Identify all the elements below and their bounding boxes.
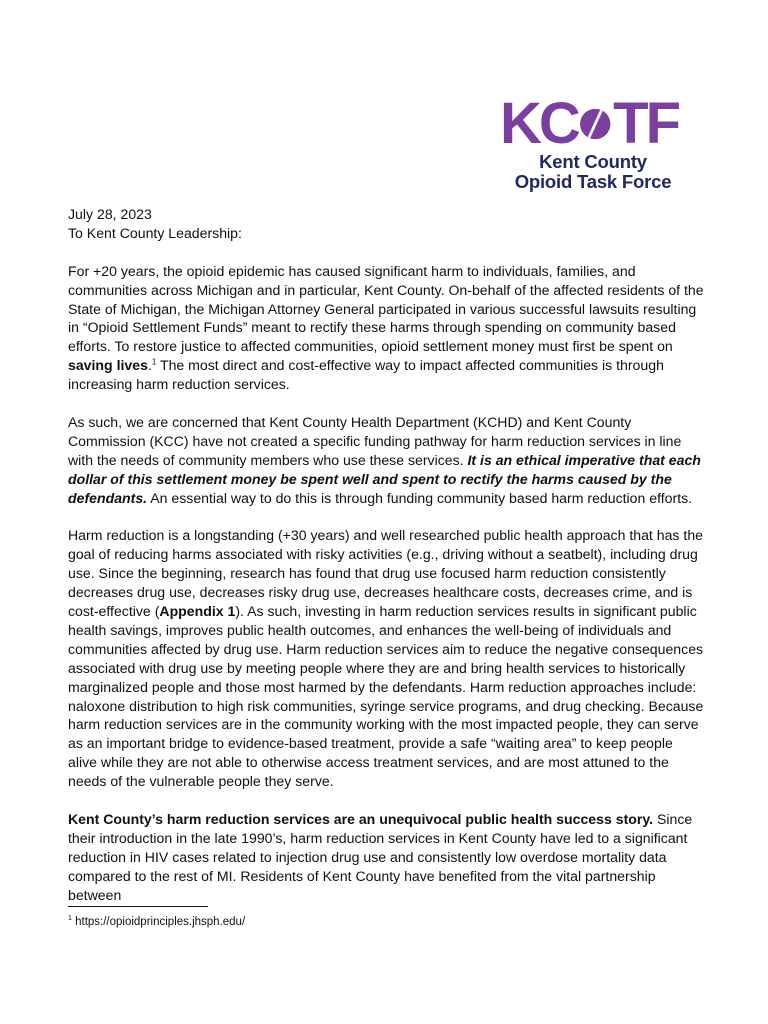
kcotf-logo (500, 91, 678, 196)
footnote-number: 1 (68, 915, 72, 923)
logo-kc: KC (500, 91, 578, 156)
footnote (68, 915, 245, 929)
letter-body (68, 205, 704, 923)
appendix-ref: Appendix 1 (159, 602, 236, 619)
logo-line-2: Opioid Task Force (514, 171, 672, 192)
p1-period: . (147, 357, 152, 374)
letter-date: July 28, 2023 (68, 206, 152, 222)
p4-text-a: Since their introduction in the late 1990’s, harm reduction services in Kent County have led to a significant reduction in HIV cases related to injection drug use and consistently low overdose mortality data compared to the rest of MI. Residents of Kent County have benefited from the vital partnership between (68, 810, 693, 903)
p3-text-a: Harm reduction is a longstanding (+30 years) and well researched public health approach that has the goal of reducing harms associated with risky activities (e.g., driving without a seatbelt), including drug use. Since the beginning, research has found that drug use focused harm reduction consistently decreases drug use, decreases risky drug use, decreases healthcare costs, decreases crime, and is cost-effective ( (68, 527, 703, 619)
paragraph-2 (68, 413, 704, 508)
p3-text-b: ). As such, investing in harm reduction services results in significant public health savings, improves public health outcomes, and enhances the well-being of individuals and communities affected by drug use. Harm reduction services aim to reduce the negative consequences associated with drug use by meeting people where they are and bring health services to historically marginalized people and those most harmed by the defendants. Harm reduction approaches include: naloxone distribution to high risk communities, syringe service programs, and drug checking. Because harm reduction services are in the community working with the most impacted people, they can serve as an important bridge to evidence-based treatment, provide a safe “waiting area” to keep people alive while they are not able to otherwise access treatment services, and are most attuned to the needs of the vulnerable people they serve. (68, 602, 704, 790)
logo-line-1: Kent County (539, 151, 647, 172)
paragraph-3 (68, 526, 704, 791)
p2-text-a: As such, we are concerned that Kent County Health Department (KCHD) and Kent County Commission (KCC) have not created a specific funding pathway for harm reduction services in line with the needs of community members who use these services. (68, 413, 682, 468)
paragraph-1 (68, 262, 704, 394)
p1-text-a: For +20 years, the opioid epidemic has caused significant harm to individuals, families, and communities across Michigan and in particular, Kent County. On-behalf of the affected residents of the State of Michigan, the Michigan Attorney General participated in various successful lawsuits resulting in “Opioid Settlement Funds” meant to rectify these harms through spending on community based efforts. To restore justice to affected communities, opioid settlement money must first be spent on (68, 262, 704, 355)
logo-tf: TF (613, 91, 678, 156)
footnote-ref[interactable]: 1 (151, 357, 157, 367)
logo-o-pill-icon (578, 100, 612, 148)
p1-bold: saving lives (68, 357, 148, 374)
p1-text-c: The most direct and cost-effective way to impact affected communities is through increasing harm reduction services. (68, 357, 664, 393)
logo-wordmark (500, 91, 678, 156)
p4-bold: Kent County’s harm reduction services are an unequivocal public health success story. (68, 810, 654, 827)
letter-salutation: To Kent County Leadership: (68, 224, 242, 241)
footnote-divider (68, 906, 208, 907)
footnote-url[interactable]: https://opioidprinciples.jhsph.edu/ (71, 916, 246, 928)
p2-emphasis: It is an ethical imperative that each dollar of this settlement money be spent well and spent to rectify the harms caused by the defendants. (68, 451, 701, 506)
paragraph-4 (68, 810, 704, 905)
p2-text-b: An essential way to do this is through funding community based harm reduction efforts. (147, 489, 693, 506)
